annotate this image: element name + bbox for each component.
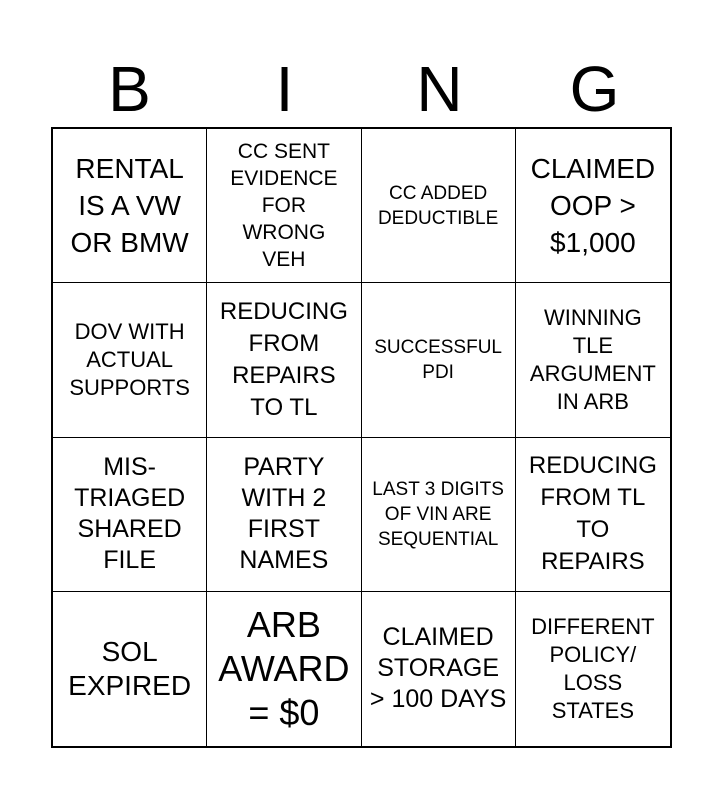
header-letter-i: I [275,53,294,125]
cell-text: DOV WITH ACTUAL SUPPORTS [69,318,190,400]
cell-text: RENTAL IS A VW OR BMW [70,153,189,259]
header-letter-b: B [108,53,151,125]
cell-text: REDUCING FROM TL TO REPAIRS [528,452,657,576]
bingo-cell[interactable] [207,438,361,592]
bingo-header [52,50,672,128]
cell-text: WINNING TLE ARGUMENT IN ARB [529,304,656,414]
header-letter-n: N [416,53,463,125]
bingo-cell[interactable] [53,283,207,437]
cell-text: CLAIMED OOP > $1,000 [530,153,656,259]
cell-text: CC ADDED DEDUCTIBLE [377,182,499,229]
header-letter-g: G [569,53,620,125]
bingo-cell[interactable] [53,438,207,592]
bingo-cell[interactable] [53,129,207,283]
cell-text: DIFFERENT POLICY/ LOSS STATES [531,613,655,723]
cell-text: ARB AWARD = $0 [218,603,350,733]
cell-text: CC SENT EVIDENCE FOR WRONG VEH [230,140,338,272]
cell-text: PARTY WITH 2 FIRST NAMES [239,453,329,575]
bingo-cell[interactable] [516,283,670,437]
bingo-cell[interactable] [207,129,361,283]
bingo-cell[interactable] [362,129,516,283]
bingo-cell[interactable] [53,592,207,746]
cell-text: SOL EXPIRED [68,635,192,701]
cell-text: REDUCING FROM REPAIRS TO TL [219,297,348,421]
bingo-cell[interactable] [362,438,516,592]
cell-text: MIS-TRIAGED SHARED FILE [74,453,186,575]
bingo-cell[interactable] [516,438,670,592]
bingo-cell[interactable] [207,283,361,437]
cell-text: CLAIMED STORAGE > 100 DAYS [369,623,507,714]
bingo-cell[interactable] [362,592,516,746]
cell-text: LAST 3 DIGITS OF VIN ARE SEQUENTIAL [372,478,504,550]
bingo-cell[interactable] [362,283,516,437]
bingo-cell[interactable] [207,592,361,746]
bingo-board [51,127,672,748]
cell-text: SUCCESSFUL PDI [374,336,502,383]
bingo-cell[interactable] [516,129,670,283]
bingo-cell[interactable] [516,592,670,746]
